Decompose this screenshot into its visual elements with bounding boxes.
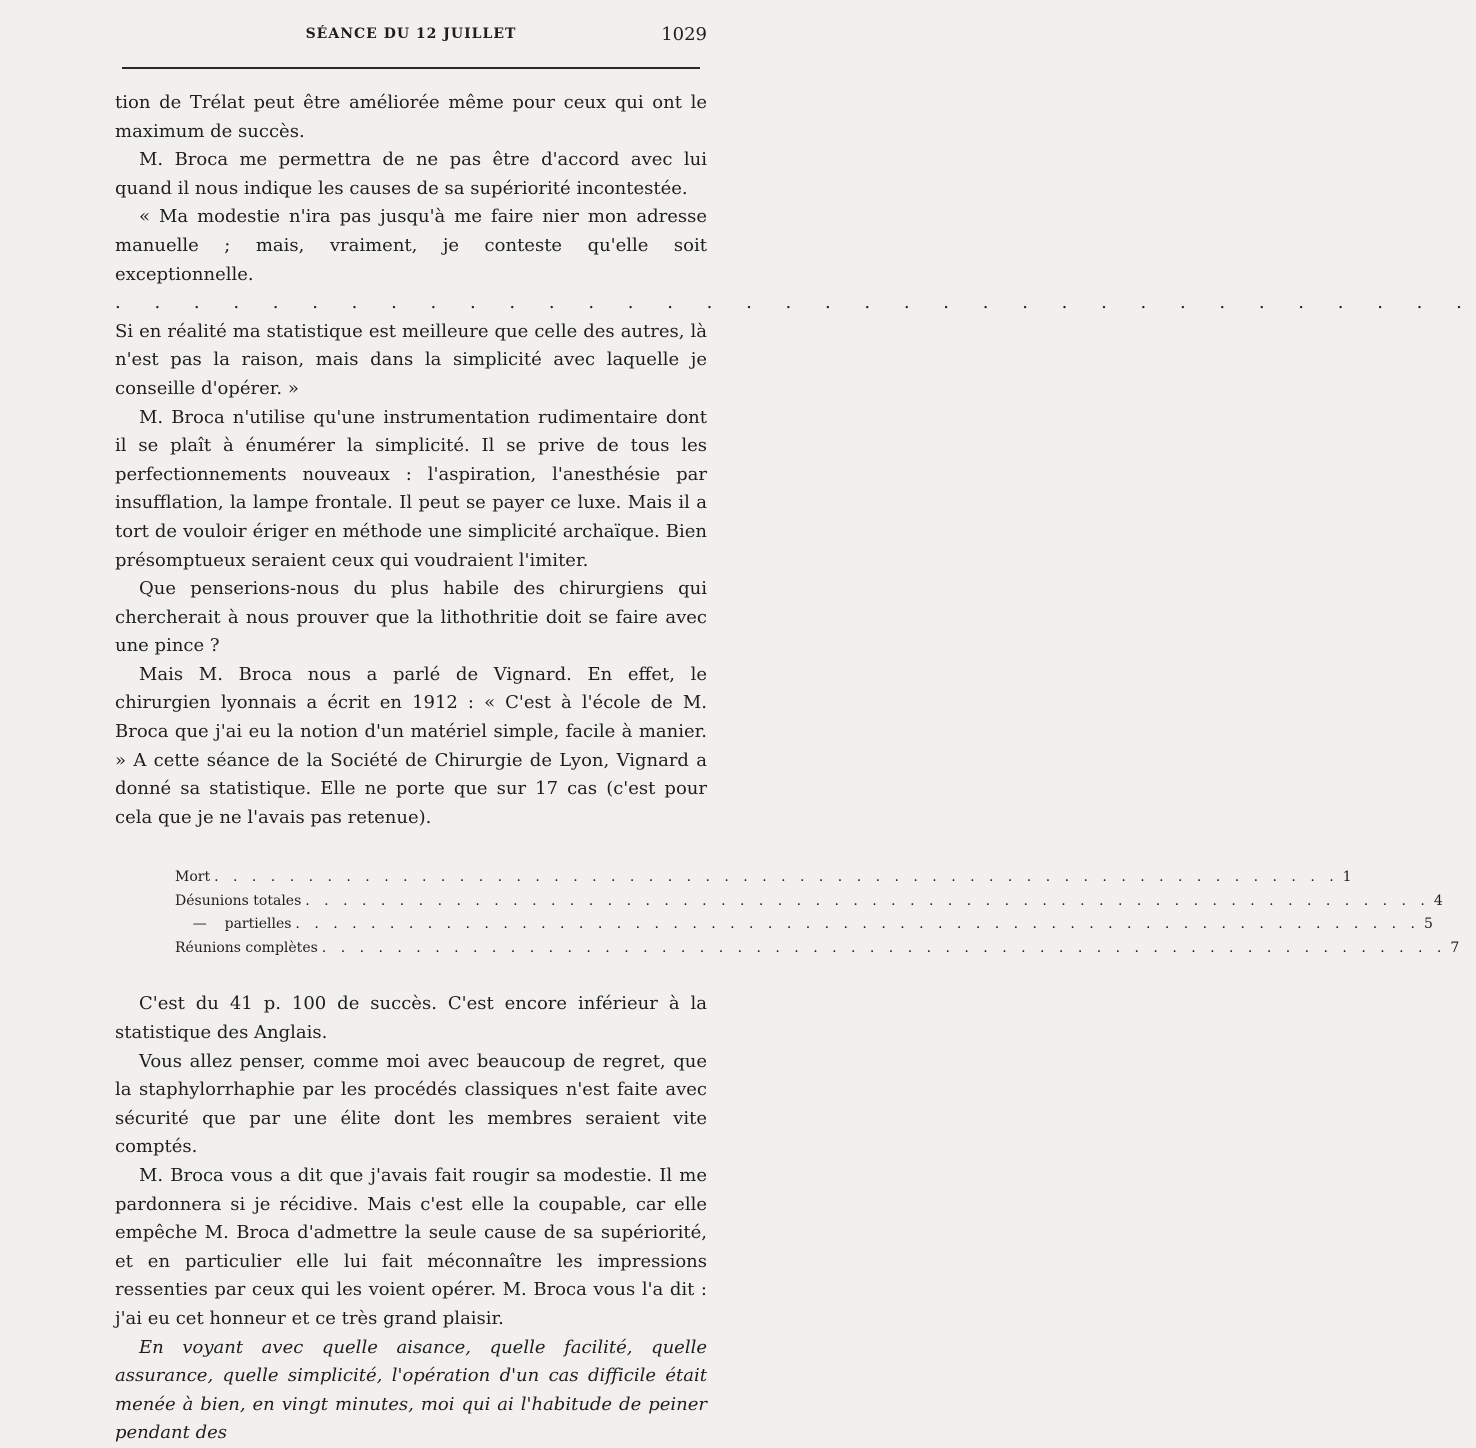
stat-label: Réunions complètes xyxy=(175,939,318,956)
paragraph: Mais M. Broca nous a parlé de Vignard. En effet, le chirurgien lyonnais a écrit en 1912 : « C'est à l'école de M. Broca que j'ai eu la notion d'un matériel simple, facile à manier. » A cette séance de la Société de Chirurgie de Lyon, Vignard a donné sa statistique. Elle ne porte que sur 17 cas (c'est pour cela que je ne l'avais pas retenue). xyxy=(115,663,707,828)
paragraph: Vous allez penser, comme moi avec beaucoup de regret, que la staphylorrhaphie par les procédés classiques n'est faite avec sécurité que par une élite dont les membres seraient vite comptés. xyxy=(115,1050,707,1158)
stat-value: 1 xyxy=(1342,869,1352,886)
stat-value: 7 xyxy=(1450,939,1460,956)
paragraph-quote: « Ma modestie n'ira pas jusqu'à me faire nier mon adresse manuelle ; mais, vraiment, je conteste qu'elle soit exceptionnelle. xyxy=(115,206,707,285)
leader-dots: . . . . . . . . . . . . . . . . . . . . . . . . . . . . . . . . . . . . . . . . . . . . . . . . . . . . . . . . . . . . xyxy=(321,939,1447,956)
paragraph: Que penserions-nous du plus habile des chirurgiens qui chercherait à nous prouver que la lithothritie doit se faire avec une pince ? xyxy=(115,578,707,657)
page-number: 1029 xyxy=(661,24,707,45)
stat-value: 4 xyxy=(1433,892,1443,909)
paragraph: M. Broca me permettra de ne pas être d'accord avec lui quand il nous indique les causes de sa supériorité incontestée. xyxy=(115,149,707,199)
stat-row xyxy=(175,937,1460,961)
leader-dots: . . . . . . . . . . . . . . . . . . . . . . . . . . . . . . . . . . . . . . . . . . . . . . . . . . . . . . . . . . . . xyxy=(295,916,1420,933)
running-title: SÉANCE DU 12 JUILLET xyxy=(305,26,517,42)
paragraph-quote-end: Si en réalité ma statistique est meilleure que celle des autres, là n'est pas la raison, mais dans la simplicité avec laquelle je conseille d'opérer. » xyxy=(115,320,707,399)
leader-dots: . . . . . . . . . . . . . . . . . . . . . . . . . . . . . . . . . . . . . . . . . . . . . . . . . . . . . . . . . . . . xyxy=(305,892,1430,909)
stat-row xyxy=(175,866,1352,890)
ellipsis-line: . . . . . . . . . . . . . . . . . . . . . . . . . . . . . . . . . . . xyxy=(115,292,1476,314)
paragraph-italic: En voyant avec quelle aisance, quelle facilité, quelle assurance, quelle simplicité, l'opération d'un cas difficile était menée à bien, en vingt minutes, moi qui ai l'habitude de peiner pendant des xyxy=(115,1336,707,1444)
paragraph: M. Broca vous a dit que j'avais fait rougir sa modestie. Il me pardonnera si je récidive. Mais c'est elle la coupable, car elle empêche M. Broca d'admettre la seule cause de sa supériorité, et en particulier elle lui fait méconnaître les impressions ressenties par ceux qui les voient opérer. M. Broca vous l'a dit : j'ai eu cet honneur et ce très grand plaisir. xyxy=(115,1165,707,1329)
paragraph: M. Broca n'utilise qu'une instrumentation rudimentaire dont il se plaît à énumérer la simplicité. Il se prive de tous les perfectionnements nouveaux : l'aspiration, l'anesthésie par insufflation, la lampe frontale. Il peut se payer ce luxe. Mais il a tort de vouloir ériger en méthode une simplicité archaïque. Bien présomptueux seraient ceux qui voudraient l'imiter. xyxy=(115,406,707,571)
header-rule xyxy=(122,67,700,69)
page-header xyxy=(115,26,707,56)
stat-label: Mort xyxy=(175,869,211,886)
statistics-table xyxy=(175,866,1460,960)
stat-value: 5 xyxy=(1424,916,1433,933)
stat-row xyxy=(175,913,1433,937)
stat-row xyxy=(175,890,1443,914)
stat-label: Désunions totales xyxy=(175,892,302,909)
paragraph: C'est du 41 p. 100 de succès. C'est encore inférieur à la statistique des Anglais. xyxy=(115,993,707,1044)
stat-label: — partielles xyxy=(175,916,292,933)
leader-dots: . . . . . . . . . . . . . . . . . . . . . . . . . . . . . . . . . . . . . . . . . . . . . . . . . . . . . . . . . . . . xyxy=(214,869,1339,886)
body-text xyxy=(115,89,1476,1448)
paragraph: tion de Trélat peut être améliorée même pour ceux qui ont le maximum de succès. xyxy=(115,92,707,142)
